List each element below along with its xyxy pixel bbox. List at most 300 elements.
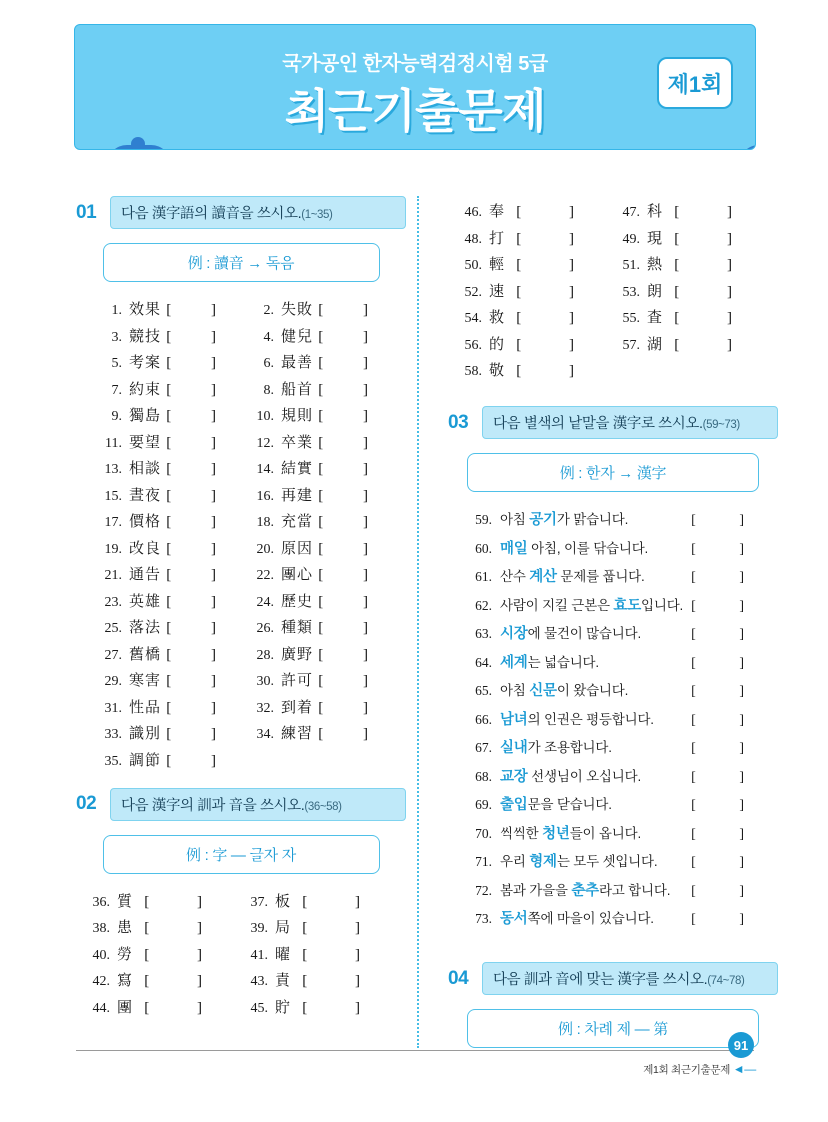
item-word: 患 [117, 920, 134, 936]
item-number: 13. [104, 462, 122, 477]
sentence-text: 실내가 조용합니다. [500, 740, 612, 756]
answer-blank[interactable]: [ ] [318, 355, 386, 371]
item-number: 64. [475, 654, 492, 670]
sentence-item [466, 537, 774, 558]
question-item [94, 669, 246, 690]
question-item [246, 351, 398, 372]
answer-blank[interactable]: [ ] [691, 655, 764, 671]
item-word: 許可 [281, 673, 314, 689]
item-word: 約束 [129, 381, 162, 398]
answer-blank[interactable]: [ ] [302, 920, 382, 936]
item-word: 査 [647, 310, 664, 326]
question-item [612, 227, 770, 248]
answer-blank[interactable]: [ ] [166, 461, 234, 477]
footer-rule [76, 1050, 754, 1051]
answer-blank[interactable]: [ ] [166, 408, 234, 424]
sentence-item [466, 622, 774, 643]
item-number: 47. [622, 205, 640, 220]
sentence-text: 매일 아침, 이를 닦습니다. [500, 540, 649, 557]
item-number: 1. [111, 303, 122, 318]
item-number: 43. [250, 974, 268, 989]
section-header-3 [448, 406, 778, 439]
item-word: 結實 [281, 461, 314, 477]
example-box-1: 例 : 讀音 → 독음 [103, 243, 380, 282]
item-number: 9. [111, 409, 122, 424]
question-item [94, 351, 246, 372]
highlighted-word: 매일 [500, 540, 528, 557]
item-word: 廣野 [281, 646, 314, 663]
question-item [240, 916, 398, 937]
question-item [94, 537, 246, 558]
sentence-text: 사람이 지킬 근본은 효도입니다. [500, 597, 684, 614]
arrow-left-icon: ◄— [732, 1062, 756, 1076]
item-word: 要望 [129, 434, 162, 451]
question-row [94, 749, 398, 770]
item-word: 落法 [129, 620, 162, 636]
answer-blank[interactable]: [ ] [691, 712, 764, 728]
answer-blank[interactable]: [ ] [318, 699, 386, 716]
item-number: 17. [104, 515, 122, 530]
answer-blank[interactable]: [ ] [166, 381, 234, 398]
question-row [94, 563, 398, 584]
answer-blank[interactable]: [ ] [516, 283, 596, 300]
item-word: 相談 [129, 461, 162, 477]
answer-blank[interactable]: [ ] [674, 283, 754, 300]
answer-blank[interactable]: [ ] [318, 434, 386, 451]
item-word: 到着 [281, 699, 314, 716]
question-row [454, 306, 770, 327]
item-word: 最善 [281, 355, 314, 371]
section-instruction-3 [482, 406, 778, 439]
answer-blank[interactable]: [ ] [166, 752, 234, 769]
item-word: 曜 [275, 946, 292, 963]
answer-blank[interactable]: [ ] [318, 381, 386, 398]
answer-blank[interactable]: [ ] [318, 487, 386, 504]
section-header-2 [76, 788, 406, 821]
question-item [94, 616, 246, 637]
left-column [76, 196, 406, 1035]
answer-blank[interactable]: [ ] [674, 204, 754, 220]
right-column [448, 196, 778, 1064]
question-row [94, 537, 398, 558]
section-header-4 [448, 962, 778, 995]
item-number: 26. [256, 621, 274, 636]
answer-blank[interactable]: [ ] [318, 726, 386, 742]
highlighted-word: 형제 [529, 854, 557, 870]
answer-blank[interactable]: [ ] [166, 593, 234, 610]
sentence-text: 아침 신문이 왔습니다. [500, 683, 629, 699]
item-number: 44. [92, 1000, 110, 1016]
answer-blank[interactable]: [ ] [674, 336, 754, 353]
highlighted-word: 세계 [500, 654, 528, 671]
sentence-item [466, 736, 774, 757]
answer-blank[interactable]: [ ] [691, 826, 764, 842]
question-row [94, 404, 398, 425]
question-item [246, 537, 398, 558]
question-row [82, 890, 398, 911]
answer-blank[interactable]: [ ] [144, 920, 224, 936]
question-row [94, 616, 398, 637]
answer-blank[interactable]: [ ] [166, 355, 234, 371]
item-number: 50. [464, 258, 482, 273]
item-number: 12. [256, 435, 274, 451]
question-item [94, 457, 246, 478]
sentence-text: 아침 공기가 맑습니다. [500, 512, 629, 528]
round-badge: 제1회 [657, 57, 733, 109]
question-item [454, 227, 612, 248]
item-number: 16. [256, 488, 274, 504]
item-word: 速 [489, 283, 506, 300]
question-item [246, 696, 398, 717]
item-number: 69. [475, 797, 492, 812]
question-item [94, 325, 246, 346]
item-word: 再建 [281, 487, 314, 504]
sentence-item [466, 793, 774, 814]
section-instruction-4 [482, 962, 778, 995]
answer-blank[interactable]: [ ] [691, 855, 764, 870]
question-item [246, 325, 398, 346]
question-item [246, 563, 398, 584]
answer-blank[interactable]: [ ] [516, 336, 596, 353]
item-number: 18. [256, 515, 274, 530]
item-number: 8. [263, 382, 274, 398]
question-item [94, 722, 246, 743]
item-word: 歷史 [281, 593, 314, 610]
answer-blank[interactable]: [ ] [318, 408, 386, 424]
question-row [82, 943, 398, 964]
section-instruction-2 [110, 788, 406, 821]
highlighted-word: 실내 [500, 740, 528, 756]
item-word: 競技 [129, 328, 162, 345]
item-word: 充當 [281, 514, 314, 530]
item-number: 30. [256, 674, 274, 689]
item-word: 種類 [281, 620, 314, 636]
item-word: 板 [275, 893, 292, 910]
item-word: 獨島 [129, 408, 162, 424]
question-row [94, 590, 398, 611]
question-item [246, 431, 398, 452]
question-row [82, 996, 398, 1017]
item-word: 性品 [129, 699, 162, 716]
item-number: 5. [111, 356, 122, 371]
answer-blank[interactable]: [ ] [318, 673, 386, 689]
question-item [246, 669, 398, 690]
answer-blank[interactable]: [ ] [318, 461, 386, 477]
item-number: 40. [92, 947, 110, 963]
page-title: 최근기출문제 [284, 85, 546, 137]
item-word: 通告 [129, 567, 162, 583]
answer-blank[interactable]: [ ] [516, 363, 596, 379]
item-number: 37. [250, 894, 268, 910]
answer-blank[interactable]: [ ] [144, 893, 224, 910]
answer-blank[interactable]: [ ] [691, 883, 764, 899]
item-number: 31. [104, 700, 122, 716]
section-range-2: (36~58) [304, 800, 342, 813]
item-number: 45. [250, 1000, 268, 1016]
question-row [82, 969, 398, 990]
answer-blank[interactable]: [ ] [691, 513, 764, 528]
answer-blank[interactable]: [ ] [691, 912, 764, 927]
item-number: 7. [111, 382, 122, 398]
highlighted-word: 시장 [500, 626, 528, 642]
answer-blank[interactable]: [ ] [318, 620, 386, 636]
answer-blank[interactable]: [ ] [691, 741, 764, 756]
answer-blank[interactable]: [ ] [166, 620, 234, 636]
answer-blank[interactable]: [ ] [516, 230, 596, 247]
item-word: 質 [117, 893, 134, 910]
question-item [94, 590, 246, 611]
answer-blank[interactable]: [ ] [166, 328, 234, 345]
sentence-text: 우리 형제는 모두 셋입니다. [500, 854, 658, 870]
highlighted-word: 춘추 [571, 882, 599, 899]
item-number: 36. [92, 894, 110, 910]
question-item [240, 890, 398, 911]
answer-blank[interactable]: [ ] [166, 699, 234, 716]
item-number: 11. [105, 435, 122, 451]
section-instruction-text-4: 다음 訓과 音에 맞는 漢字를 쓰시오. [493, 972, 708, 988]
answer-blank[interactable]: [ ] [318, 302, 386, 318]
answer-blank[interactable]: [ ] [166, 434, 234, 451]
answer-blank[interactable]: [ ] [166, 567, 234, 583]
question-item [94, 431, 246, 452]
sentence-item [466, 508, 774, 529]
item-number: 72. [475, 882, 492, 898]
item-number: 20. [256, 541, 274, 557]
item-word: 寒害 [129, 673, 162, 689]
item-word: 朗 [647, 283, 664, 300]
answer-blank[interactable]: [ ] [166, 302, 234, 318]
item-word: 考案 [129, 355, 162, 371]
item-word: 湖 [647, 336, 664, 353]
item-word: 熱 [647, 257, 664, 273]
question-item [82, 890, 240, 911]
question-item [240, 996, 398, 1017]
item-word: 局 [275, 920, 292, 936]
question-item [94, 404, 246, 425]
answer-blank[interactable]: [ ] [302, 946, 382, 963]
highlighted-word: 공기 [529, 512, 557, 528]
item-word: 團心 [281, 567, 314, 583]
item-number: 6. [263, 356, 274, 371]
question-item [246, 616, 398, 637]
item-word: 失敗 [281, 302, 314, 318]
answer-blank[interactable]: [ ] [516, 310, 596, 326]
answer-blank[interactable]: [ ] [318, 514, 386, 530]
example-box-3: 例 : 한자 → 漢字 [467, 453, 759, 492]
answer-blank[interactable]: [ ] [318, 328, 386, 345]
answer-blank[interactable]: [ ] [166, 540, 234, 557]
answer-blank[interactable]: [ ] [318, 540, 386, 557]
question-item [612, 333, 770, 354]
answer-blank[interactable]: [ ] [144, 973, 224, 989]
sentence-item [466, 822, 774, 843]
question-item [94, 298, 246, 319]
item-number: 35. [104, 753, 122, 769]
answer-blank[interactable]: [ ] [318, 567, 386, 583]
question-item [612, 200, 770, 221]
item-number: 55. [622, 311, 640, 326]
answer-blank[interactable]: [ ] [674, 230, 754, 247]
answer-blank[interactable]: [ ] [516, 257, 596, 273]
section-number-3: 03 [448, 411, 469, 433]
answer-blank[interactable]: [ ] [166, 514, 234, 530]
item-number: 65. [475, 683, 492, 698]
section-instruction-text-2: 다음 漢字의 訓과 音을 쓰시오. [121, 797, 305, 814]
item-number: 2. [263, 303, 274, 318]
answer-blank[interactable]: [ ] [691, 570, 764, 585]
item-number: 46. [464, 205, 482, 220]
answer-blank[interactable]: [ ] [302, 973, 382, 989]
sentence-item [466, 679, 774, 700]
item-number: 23. [104, 594, 122, 610]
section-number-4: 04 [448, 967, 469, 989]
answer-blank[interactable]: [ ] [674, 310, 754, 326]
answer-blank[interactable]: [ ] [318, 646, 386, 663]
item-word: 效果 [129, 302, 162, 318]
item-word: 晝夜 [129, 487, 162, 504]
answer-blank[interactable]: [ ] [318, 593, 386, 610]
item-word: 船首 [281, 381, 314, 398]
sentence-text: 시장에 물건이 많습니다. [500, 626, 642, 642]
question-item [240, 943, 398, 964]
question-item [246, 404, 398, 425]
sentence-text: 출입문을 닫습니다. [500, 797, 612, 813]
question-item [94, 696, 246, 717]
item-number: 60. [475, 540, 492, 556]
question-list-3 [448, 508, 778, 928]
answer-blank[interactable]: [ ] [691, 541, 764, 557]
item-number: 41. [250, 947, 268, 963]
answer-blank[interactable]: [ ] [166, 726, 234, 742]
question-item [246, 298, 398, 319]
section-instruction-text-1: 다음 漢字語의 讀音을 쓰시오. [121, 206, 302, 222]
item-number: 51. [622, 258, 640, 273]
item-number: 39. [250, 921, 268, 936]
page-header-banner [74, 24, 756, 150]
answer-blank[interactable]: [ ] [166, 646, 234, 663]
answer-blank[interactable]: [ ] [691, 627, 764, 642]
sentence-text: 산수 계산 문제를 풉니다. [500, 569, 645, 585]
sentence-item [466, 907, 774, 928]
footer-note-text: 제1회 최근기출문제 [643, 1064, 731, 1076]
item-word: 舊橋 [129, 646, 162, 663]
item-number: 62. [475, 597, 492, 613]
sentence-item [466, 708, 774, 729]
question-row [94, 325, 398, 346]
answer-blank[interactable]: [ ] [691, 684, 764, 699]
item-number: 54. [464, 311, 482, 326]
question-item [246, 590, 398, 611]
item-number: 24. [256, 594, 274, 610]
question-row [94, 484, 398, 505]
answer-blank[interactable]: [ ] [144, 999, 224, 1016]
answer-blank[interactable]: [ ] [674, 257, 754, 273]
question-item [94, 484, 246, 505]
question-row [94, 696, 398, 717]
sentence-text: 씩씩한 청년들이 옵니다. [500, 825, 642, 842]
answer-blank[interactable]: [ ] [691, 798, 764, 813]
item-number: 61. [475, 569, 492, 584]
item-number: 68. [475, 768, 492, 784]
question-row [94, 351, 398, 372]
item-number: 59. [475, 512, 492, 527]
question-item [240, 969, 398, 990]
sentence-item [466, 565, 774, 586]
answer-blank[interactable]: [ ] [144, 946, 224, 963]
question-row [94, 722, 398, 743]
answer-blank[interactable]: [ ] [516, 204, 596, 220]
question-item [454, 200, 612, 221]
answer-blank[interactable]: [ ] [302, 893, 382, 910]
question-item [612, 306, 770, 327]
item-number: 14. [256, 462, 274, 477]
section-instruction-1 [110, 196, 406, 229]
question-list-2-left [76, 890, 406, 1017]
answer-blank[interactable]: [ ] [691, 769, 764, 785]
item-number: 67. [475, 740, 492, 755]
answer-blank[interactable]: [ ] [166, 673, 234, 689]
item-word: 練習 [281, 726, 314, 742]
section-range-3: (59~73) [702, 419, 740, 431]
highlighted-word: 교장 [500, 768, 528, 785]
question-row [454, 253, 770, 274]
question-item [82, 996, 240, 1017]
question-row [454, 280, 770, 301]
item-word: 奉 [489, 204, 506, 220]
sentence-item [466, 850, 774, 871]
sentence-item [466, 651, 774, 672]
sentence-text: 동서쪽에 마을이 있습니다. [500, 911, 654, 927]
item-number: 73. [475, 911, 492, 926]
answer-blank[interactable]: [ ] [302, 999, 382, 1016]
item-number: 19. [104, 541, 122, 557]
question-row [454, 200, 770, 221]
sentence-text: 세계는 넓습니다. [500, 654, 599, 671]
answer-blank[interactable]: [ ] [166, 487, 234, 504]
question-row [94, 431, 398, 452]
question-item [612, 253, 770, 274]
item-number: 53. [622, 284, 640, 300]
header-subtitle: 국가공인 한자능력검정시험 5급 [282, 53, 548, 75]
highlighted-word: 계산 [529, 569, 557, 585]
item-number: 63. [475, 626, 492, 641]
item-number: 3. [111, 329, 122, 345]
answer-blank[interactable]: [ ] [691, 598, 764, 614]
item-word: 寫 [117, 973, 134, 989]
highlighted-word: 신문 [529, 683, 557, 699]
item-number: 49. [622, 231, 640, 247]
section-header-1 [76, 196, 406, 229]
item-word: 調節 [129, 752, 162, 769]
question-row [454, 359, 770, 380]
question-row [94, 643, 398, 664]
item-word: 的 [489, 336, 506, 353]
item-word: 打 [489, 230, 506, 247]
item-number: 70. [475, 825, 492, 841]
question-item [454, 333, 612, 354]
highlighted-word: 남녀 [500, 711, 528, 728]
item-word: 敬 [489, 363, 506, 379]
question-row [94, 298, 398, 319]
question-item [454, 359, 612, 380]
question-item [82, 943, 240, 964]
question-item [246, 457, 398, 478]
item-number: 22. [256, 568, 274, 583]
section-range-1: (1~35) [301, 209, 333, 221]
item-number: 10. [256, 409, 274, 424]
question-item [82, 916, 240, 937]
sentence-item [466, 879, 774, 900]
